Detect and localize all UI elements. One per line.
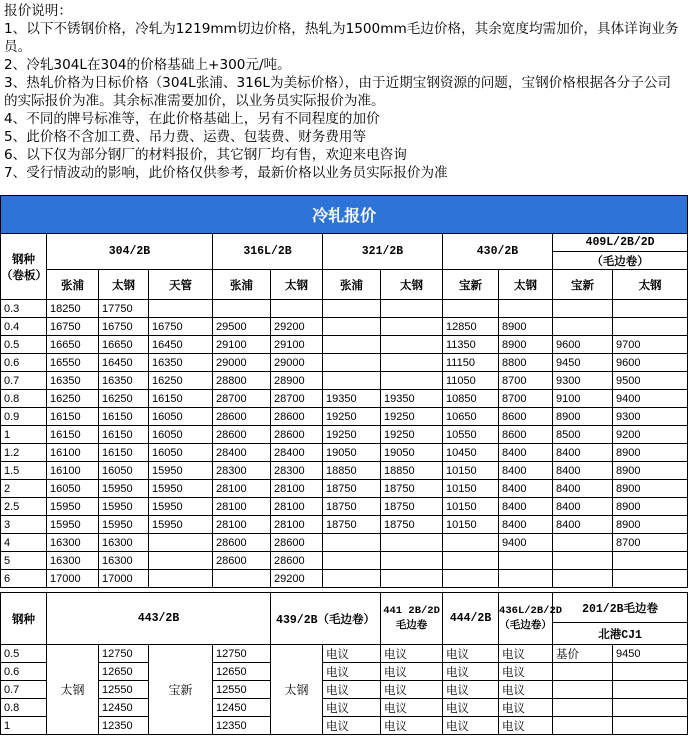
price-cell: 28700 [213, 390, 271, 408]
note-2: 2、冷轧304L在304的价格基础上+300元/吨。 [4, 57, 291, 73]
price-cell: 19350 [381, 390, 443, 408]
price-cell: 10150 [443, 480, 499, 498]
table-row [1, 645, 688, 663]
price-cell: 9700 [613, 336, 688, 354]
mill-header: 天管 [149, 270, 213, 300]
cold-rolled-title: 冷轧报价 [1, 196, 688, 234]
table-row [1, 336, 688, 354]
price-cell: 8400 [553, 498, 613, 516]
price-cell: 19350 [323, 390, 381, 408]
negotiable-cell: 电议 [499, 645, 553, 663]
negotiable-cell: 电议 [323, 663, 381, 681]
price-cell: 18250 [47, 300, 99, 318]
price-cell: 28300 [213, 462, 271, 480]
price-cell: 16050 [149, 426, 213, 444]
price-cell: 16250 [149, 372, 213, 390]
thickness-cell: 5 [1, 552, 47, 570]
price-cell: 10150 [443, 516, 499, 534]
price-cell [499, 552, 553, 570]
table-row [1, 663, 688, 681]
price-cell: 29000 [271, 354, 323, 372]
thickness-cell: 1 [1, 717, 47, 735]
price-cell: 28600 [213, 534, 271, 552]
negotiable-cell: 电议 [381, 717, 443, 735]
thickness-cell: 0.7 [1, 372, 47, 390]
price-cell: 28600 [271, 426, 323, 444]
group-316l-header: 316L/2B [213, 234, 323, 270]
price-cell: 17000 [99, 570, 149, 588]
thickness-cell: 3 [1, 516, 47, 534]
table-row [1, 570, 688, 588]
price-cell: 16150 [47, 426, 99, 444]
group-439-header: 439/2B（毛边卷） [271, 593, 381, 645]
mill-header: 宝新 [553, 270, 613, 300]
price-cell [149, 300, 213, 318]
price-cell: 16150 [47, 408, 99, 426]
price-cell: 16450 [149, 336, 213, 354]
table-row [1, 318, 688, 336]
price-cell: 28100 [271, 480, 323, 498]
group-436l-header: 436L/2B/2D（毛边卷） [499, 593, 553, 645]
price-cell: 19250 [381, 426, 443, 444]
thickness-cell: 0.8 [1, 699, 47, 717]
price-cell: 29200 [271, 318, 323, 336]
price-cell: 15950 [47, 516, 99, 534]
price-cell: 9200 [613, 426, 688, 444]
table-row [1, 498, 688, 516]
price-cell: 12350 [213, 717, 271, 735]
price-cell: 16100 [47, 444, 99, 462]
price-cell: 15950 [149, 516, 213, 534]
mill-header: 宝新 [443, 270, 499, 300]
price-cell [613, 318, 688, 336]
table-row [1, 426, 688, 444]
price-cell: 8900 [613, 462, 688, 480]
price-cell [149, 570, 213, 588]
price-cell: 16050 [47, 480, 99, 498]
price-cell [553, 318, 613, 336]
price-cell: 8700 [499, 372, 553, 390]
price-cell: 15950 [149, 498, 213, 516]
price-cell: 28600 [213, 408, 271, 426]
grade-header: 钢种 [1, 593, 47, 645]
base-price-label: 基价 [553, 645, 613, 663]
note-5: 5、此价格不含加工费、吊力费、运费、包装费、财务费用等 [4, 129, 367, 145]
price-cell: 16300 [99, 552, 149, 570]
thickness-cell: 1.2 [1, 444, 47, 462]
price-cell: 16550 [47, 354, 99, 372]
price-cell [323, 372, 381, 390]
price-cell: 16650 [99, 336, 149, 354]
price-cell: 12450 [99, 699, 149, 717]
price-cell: 8900 [553, 408, 613, 426]
mill-header: 张浦 [213, 270, 271, 300]
price-cell [613, 300, 688, 318]
price-cell: 12750 [99, 645, 149, 663]
price-cell: 8400 [553, 516, 613, 534]
mill-cell: 宝新 [149, 645, 213, 735]
table-row [1, 354, 688, 372]
negotiable-cell: 电议 [323, 681, 381, 699]
price-cell: 28600 [213, 552, 271, 570]
table-row [1, 699, 688, 717]
mill-cell: 太钢 [47, 645, 99, 735]
price-cell: 8500 [553, 426, 613, 444]
price-cell: 16750 [47, 318, 99, 336]
note-3: 3、热轧价格为日标价格（304L张浦、316L为美标价格），由于近期宝钢资源的问题，宝钢价格根据各分子公司的实际报价为准。其余标准需要加价，以业务员实际报价为准。 [4, 75, 672, 109]
group-441-header: 441 2B/2D 毛边卷 [381, 593, 443, 645]
price-cell [553, 300, 613, 318]
mill-header: 太钢 [381, 270, 443, 300]
price-cell [213, 570, 271, 588]
price-cell: 8600 [499, 426, 553, 444]
price-cell [381, 552, 443, 570]
price-cell: 19250 [381, 408, 443, 426]
negotiable-cell: 电议 [443, 681, 499, 699]
price-cell: 12550 [99, 681, 149, 699]
thickness-cell: 2 [1, 480, 47, 498]
price-cell: 28400 [271, 444, 323, 462]
price-cell [381, 336, 443, 354]
negotiable-cell: 电议 [381, 681, 443, 699]
price-cell [213, 300, 271, 318]
price-cell: 19050 [381, 444, 443, 462]
price-cell: 16300 [99, 534, 149, 552]
table-row [1, 462, 688, 480]
note-6: 6、以下仅为部分钢厂的材料报价，其它钢厂均有售，欢迎来电咨询 [4, 147, 407, 163]
price-cell [613, 570, 688, 588]
price-cell: 8400 [499, 516, 553, 534]
price-cell: 11150 [443, 354, 499, 372]
price-cell: 29200 [271, 570, 323, 588]
price-cell: 12650 [99, 663, 149, 681]
thickness-cell: 6 [1, 570, 47, 588]
thickness-cell: 2.5 [1, 498, 47, 516]
price-cell: 10150 [443, 462, 499, 480]
price-cell: 12350 [99, 717, 149, 735]
mill-cell: 太钢 [271, 645, 323, 735]
price-cell [553, 534, 613, 552]
price-cell [613, 717, 688, 735]
thickness-cell: 0.6 [1, 354, 47, 372]
price-cell: 8700 [499, 390, 553, 408]
thickness-cell: 0.5 [1, 645, 47, 663]
price-cell: 12850 [443, 318, 499, 336]
negotiable-cell: 电议 [323, 699, 381, 717]
base-price-label [553, 681, 613, 699]
price-cell [323, 534, 381, 552]
note-4: 4、不同的牌号标准等，在此价格基础上，另有不同程度的加价 [4, 111, 380, 127]
price-cell: 16050 [99, 462, 149, 480]
price-cell: 19050 [323, 444, 381, 462]
price-cell: 16250 [99, 390, 149, 408]
note-7: 7、受行情波动的影响，此价格仅供参考，最新价格以业务员实际报价为准 [4, 165, 448, 181]
price-cell [323, 300, 381, 318]
price-cell: 28600 [271, 408, 323, 426]
price-cell: 8900 [613, 444, 688, 462]
price-cell: 16050 [149, 408, 213, 426]
mill-header: 太钢 [613, 270, 688, 300]
price-cell: 16250 [47, 390, 99, 408]
price-cell: 16350 [47, 372, 99, 390]
group-409l-header: 409L/2B/2D [553, 234, 688, 252]
price-cell [323, 336, 381, 354]
price-cell: 11350 [443, 336, 499, 354]
thickness-cell: 0.3 [1, 300, 47, 318]
price-cell: 8900 [613, 480, 688, 498]
price-cell [381, 372, 443, 390]
price-cell: 17000 [47, 570, 99, 588]
price-cell: 28100 [213, 516, 271, 534]
price-cell [323, 318, 381, 336]
negotiable-cell: 电议 [443, 663, 499, 681]
price-cell: 9450 [613, 645, 688, 663]
price-cell: 28100 [271, 498, 323, 516]
price-cell: 28400 [213, 444, 271, 462]
price-cell: 29000 [213, 354, 271, 372]
price-cell: 28800 [213, 372, 271, 390]
price-cell: 9450 [553, 354, 613, 372]
negotiable-cell: 电议 [443, 699, 499, 717]
price-cell: 9400 [613, 390, 688, 408]
table-row [1, 480, 688, 498]
price-cell: 10650 [443, 408, 499, 426]
price-cell: 10150 [443, 498, 499, 516]
price-cell: 29100 [271, 336, 323, 354]
price-cell: 28600 [213, 426, 271, 444]
price-cell: 16150 [149, 390, 213, 408]
price-cell: 18750 [323, 480, 381, 498]
price-cell [323, 354, 381, 372]
price-cell: 28600 [271, 534, 323, 552]
price-cell: 8700 [613, 534, 688, 552]
price-cell: 15950 [99, 498, 149, 516]
other-grades-price-table [0, 592, 688, 735]
thickness-cell: 1.5 [1, 462, 47, 480]
price-cell: 16150 [99, 408, 149, 426]
price-cell: 12550 [213, 681, 271, 699]
price-cell: 16050 [149, 444, 213, 462]
price-cell: 8600 [499, 408, 553, 426]
price-cell: 18750 [381, 498, 443, 516]
price-cell [499, 300, 553, 318]
price-cell: 18750 [323, 498, 381, 516]
table-row [1, 372, 688, 390]
price-cell: 16300 [47, 534, 99, 552]
thickness-cell: 0.5 [1, 336, 47, 354]
price-cell: 28100 [213, 480, 271, 498]
thickness-cell: 0.9 [1, 408, 47, 426]
price-cell: 16100 [47, 462, 99, 480]
price-cell: 8900 [499, 318, 553, 336]
price-cell: 8400 [553, 480, 613, 498]
price-cell: 18850 [381, 462, 443, 480]
thickness-cell: 0.7 [1, 681, 47, 699]
price-cell: 12750 [213, 645, 271, 663]
group-304-header: 304/2B [47, 234, 213, 270]
thickness-cell: 0.6 [1, 663, 47, 681]
mill-header: 张浦 [323, 270, 381, 300]
price-cell [613, 699, 688, 717]
notes-heading: 报价说明： [4, 3, 72, 19]
price-cell: 9600 [553, 336, 613, 354]
note-1: 1、以下不锈钢价格，冷轧为1219mm切边价格，热轧为1500mm毛边价格，其余宽度均需加价，具体详询业务员。 [4, 21, 679, 55]
price-cell: 8800 [499, 354, 553, 372]
price-cell: 28900 [271, 372, 323, 390]
price-cell: 8400 [553, 462, 613, 480]
price-cell: 18750 [323, 516, 381, 534]
table-row [1, 444, 688, 462]
table-row [1, 516, 688, 534]
base-price-label [553, 717, 613, 735]
price-cell: 28700 [271, 390, 323, 408]
price-notes [4, 2, 684, 182]
price-cell [149, 552, 213, 570]
negotiable-cell: 电议 [499, 717, 553, 735]
price-cell [381, 534, 443, 552]
price-cell: 29100 [213, 336, 271, 354]
negotiable-cell: 电议 [323, 717, 381, 735]
price-cell: 15950 [149, 462, 213, 480]
table-row [1, 300, 688, 318]
steel-grade-header: 钢种（卷板） [1, 234, 47, 300]
price-cell: 15950 [99, 516, 149, 534]
price-cell: 16350 [99, 372, 149, 390]
price-cell: 15950 [149, 480, 213, 498]
price-cell: 28600 [271, 552, 323, 570]
base-price-label [553, 699, 613, 717]
thickness-cell: 4 [1, 534, 47, 552]
negotiable-cell: 电议 [499, 681, 553, 699]
table-row [1, 552, 688, 570]
price-cell: 8400 [499, 498, 553, 516]
price-cell [499, 570, 553, 588]
table-row [1, 408, 688, 426]
price-cell [613, 552, 688, 570]
thickness-cell: 1 [1, 426, 47, 444]
price-cell: 18750 [381, 516, 443, 534]
price-cell [381, 300, 443, 318]
price-cell [443, 534, 499, 552]
price-cell: 16650 [47, 336, 99, 354]
negotiable-cell: 电议 [323, 645, 381, 663]
base-price-label [553, 663, 613, 681]
price-cell: 16150 [99, 426, 149, 444]
price-cell: 12650 [213, 663, 271, 681]
price-cell: 10450 [443, 444, 499, 462]
mill-header: 张浦 [47, 270, 99, 300]
group-201-header: 201/2B毛边卷 [553, 593, 688, 623]
price-cell: 9400 [499, 534, 553, 552]
price-cell: 16350 [149, 354, 213, 372]
price-cell: 16300 [47, 552, 99, 570]
mill-header: 太钢 [499, 270, 553, 300]
price-cell: 8400 [499, 444, 553, 462]
group-443-header: 443/2B [47, 593, 271, 645]
group-430-header: 430/2B [443, 234, 553, 270]
table-row [1, 681, 688, 699]
price-cell: 11050 [443, 372, 499, 390]
mill-header: 太钢 [99, 270, 149, 300]
price-cell [443, 552, 499, 570]
price-cell [613, 681, 688, 699]
negotiable-cell: 电议 [381, 645, 443, 663]
price-cell: 12450 [213, 699, 271, 717]
price-cell: 16750 [149, 318, 213, 336]
price-cell [381, 354, 443, 372]
price-cell [381, 570, 443, 588]
price-cell: 9500 [613, 372, 688, 390]
price-cell: 10550 [443, 426, 499, 444]
price-cell [553, 552, 613, 570]
price-cell: 28100 [271, 516, 323, 534]
price-cell: 9100 [553, 390, 613, 408]
negotiable-cell: 电议 [443, 717, 499, 735]
negotiable-cell: 电议 [499, 699, 553, 717]
cold-rolled-price-table [0, 195, 688, 588]
price-cell [553, 570, 613, 588]
price-cell [323, 570, 381, 588]
price-cell: 29500 [213, 318, 271, 336]
price-cell: 17750 [99, 300, 149, 318]
price-cell: 18750 [381, 480, 443, 498]
price-cell [443, 300, 499, 318]
price-cell: 16750 [99, 318, 149, 336]
price-cell: 9300 [613, 408, 688, 426]
price-cell [381, 318, 443, 336]
price-cell: 10850 [443, 390, 499, 408]
price-cell: 28100 [213, 498, 271, 516]
price-cell: 8900 [613, 516, 688, 534]
group-201-subheader: 北港CJ1 [553, 623, 688, 645]
price-cell: 8400 [499, 462, 553, 480]
price-cell: 19250 [323, 408, 381, 426]
price-cell: 18850 [323, 462, 381, 480]
price-cell: 8400 [499, 480, 553, 498]
group-321-header: 321/2B [323, 234, 443, 270]
price-cell: 8900 [613, 498, 688, 516]
price-cell: 19250 [323, 426, 381, 444]
price-cell: 28300 [271, 462, 323, 480]
price-cell: 8900 [499, 336, 553, 354]
price-cell [443, 570, 499, 588]
negotiable-cell: 电议 [499, 663, 553, 681]
negotiable-cell: 电议 [381, 699, 443, 717]
thickness-cell: 0.4 [1, 318, 47, 336]
price-cell: 16150 [99, 444, 149, 462]
table-row [1, 390, 688, 408]
group-444-header: 444/2B [443, 593, 499, 645]
price-cell: 8400 [553, 444, 613, 462]
price-cell [613, 663, 688, 681]
negotiable-cell: 电议 [443, 645, 499, 663]
price-cell [323, 552, 381, 570]
group-409l-subheader: （毛边卷） [553, 252, 688, 270]
price-cell [271, 300, 323, 318]
negotiable-cell: 电议 [381, 663, 443, 681]
mill-header: 太钢 [271, 270, 323, 300]
price-cell: 15950 [99, 480, 149, 498]
price-cell [149, 534, 213, 552]
price-cell: 9600 [613, 354, 688, 372]
price-cell: 9300 [553, 372, 613, 390]
table-row [1, 717, 688, 735]
table-row [1, 534, 688, 552]
thickness-cell: 0.8 [1, 390, 47, 408]
price-cell: 16450 [99, 354, 149, 372]
price-cell: 15950 [47, 498, 99, 516]
